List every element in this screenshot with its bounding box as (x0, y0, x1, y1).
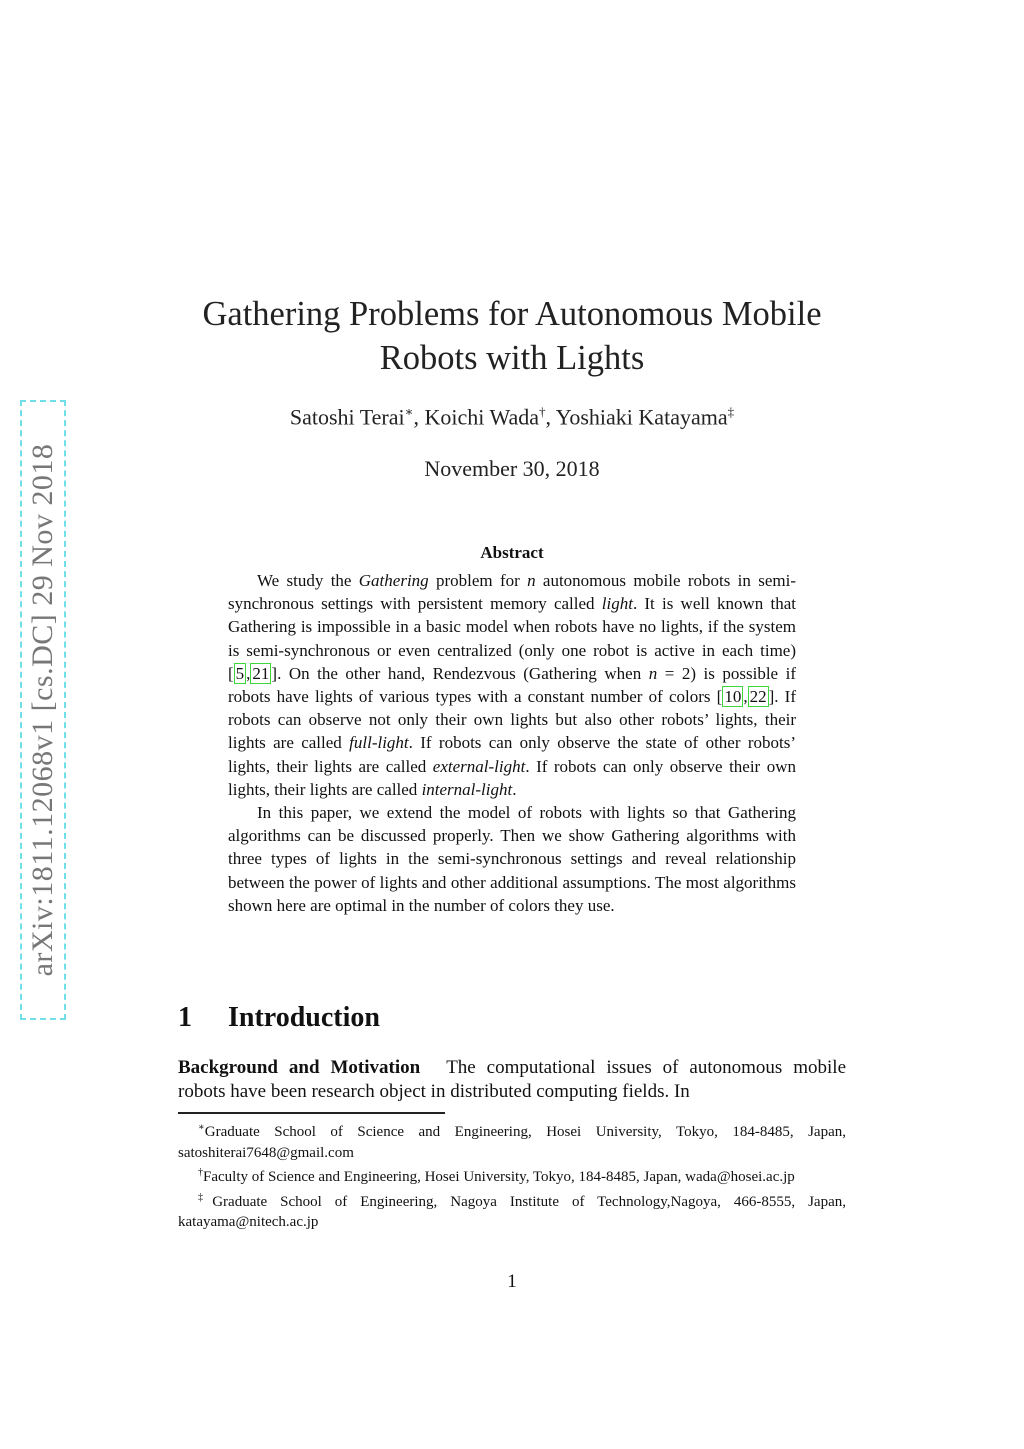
emphasis: internal-light (421, 779, 513, 799)
footnote (178, 1188, 846, 1233)
text-run: We study the (257, 571, 359, 590)
publication-date: November 30, 2018 (424, 456, 600, 481)
section-heading (178, 1002, 380, 1034)
text-run: . It is well known that Gathering is impossible in a basic model when robots have no lights, if the system is semi-synchronous or even centralized (only one robot is active in each time) [ (228, 594, 796, 683)
section-title: Introduction (228, 1002, 380, 1033)
author-separator: , (413, 404, 425, 430)
footnotes (178, 1118, 846, 1233)
footnote (178, 1118, 846, 1163)
paragraph-heading: Background and Motivation (178, 1057, 421, 1078)
footnote-mark[interactable]: ∗ (404, 404, 414, 419)
text-run: , (246, 663, 251, 683)
author-name: Satoshi Terai (289, 404, 405, 430)
citation-link[interactable]: 5 (235, 663, 245, 683)
citation-link[interactable]: 10 (724, 687, 742, 707)
footnote (178, 1163, 846, 1188)
math-variable: n (527, 571, 536, 590)
intro-text (178, 1056, 846, 1104)
body-sentence: The computational issues of autonomous mobile robots have been research object in distributed computing fields. In (178, 1057, 847, 1102)
citation-link[interactable]: 22 (749, 687, 767, 707)
text-run: . If robots can only observe the state of other robots’ lights, their lights are called (228, 733, 796, 776)
abstract-paragraph: In this paper, we extend the model of robots with lights so that Gathering algorithms can be discussed properly. Then we show Gathering algorithms with three types of lights in the semi-synchronous settings and reveal relationship between the power of lights and other additional assumptions. The most algorithms shown here are optimal in the number of colors they use. (228, 803, 796, 915)
author-list (150, 404, 874, 430)
text-run: . (512, 779, 517, 799)
emphasis: full-light (349, 733, 409, 753)
footnote-symbol: ‡ (198, 1191, 213, 1203)
author-name: Yoshiaki Katayama (555, 404, 728, 430)
emphasis: light (601, 594, 633, 614)
text-run: problem for (428, 571, 528, 590)
abstract-heading: Abstract (480, 543, 544, 562)
emphasis: Gathering (358, 571, 429, 590)
footnote-mark[interactable]: † (539, 404, 546, 419)
arxiv-stamp[interactable] (20, 400, 66, 1020)
footnote-text: Faculty of Science and Engineering, Hosei University, Tokyo, 184-8485, Japan, wada@hosei.ac.jp (203, 1169, 795, 1185)
footnote-symbol: ∗ (198, 1122, 205, 1133)
author-separator: , (545, 404, 556, 430)
author-name: Koichi Wada (424, 404, 539, 430)
citation-link[interactable]: 21 (252, 663, 270, 683)
text-run: ]. On the other hand, Rendezvous (Gathering when (271, 663, 649, 683)
footnote-mark[interactable]: ‡ (727, 404, 735, 419)
text-run: , (743, 687, 748, 707)
footnote-symbol: † (198, 1167, 203, 1178)
text-run: = 2) is possible if robots have lights of various types with a constant number of colors [ (228, 663, 796, 707)
text-run: autonomous mobile robots in semi-synchronous settings with persistent memory called (228, 571, 796, 614)
title-line-1: Gathering Problems for Autonomous Mobile (202, 295, 822, 333)
text-run: ]. If robots can observe not only their own lights but also other robots’ lights, their lights are called (228, 687, 797, 753)
footnote-text: Graduate School of Engineering, Nagoya Institute of Technology,Nagoya, 466-8555, Japan, katayama@nitech.ac.jp (178, 1193, 846, 1230)
arxiv-stamp-text: arXiv:1811.12068v1 [cs.DC] 29 Nov 2018 (26, 443, 59, 977)
section-number: 1 (178, 1002, 192, 1033)
footnote-rule (178, 1112, 445, 1114)
paper-title (150, 292, 874, 380)
footnote-text: Graduate School of Science and Engineering, Hosei University, Tokyo, 184-8485, Japan, satoshiterai7648@gmail.com (178, 1124, 846, 1161)
page-number: 1 (507, 1271, 517, 1292)
math-variable: n (648, 663, 658, 683)
title-line-2: Robots with Lights (379, 339, 645, 377)
body-paragraph (178, 1056, 846, 1104)
abstract-paragraph (228, 569, 796, 801)
emphasis: external-light (432, 756, 526, 776)
abstract-body (228, 569, 796, 917)
text-run: . If robots can only observe their own lights, their lights are called (228, 756, 796, 799)
